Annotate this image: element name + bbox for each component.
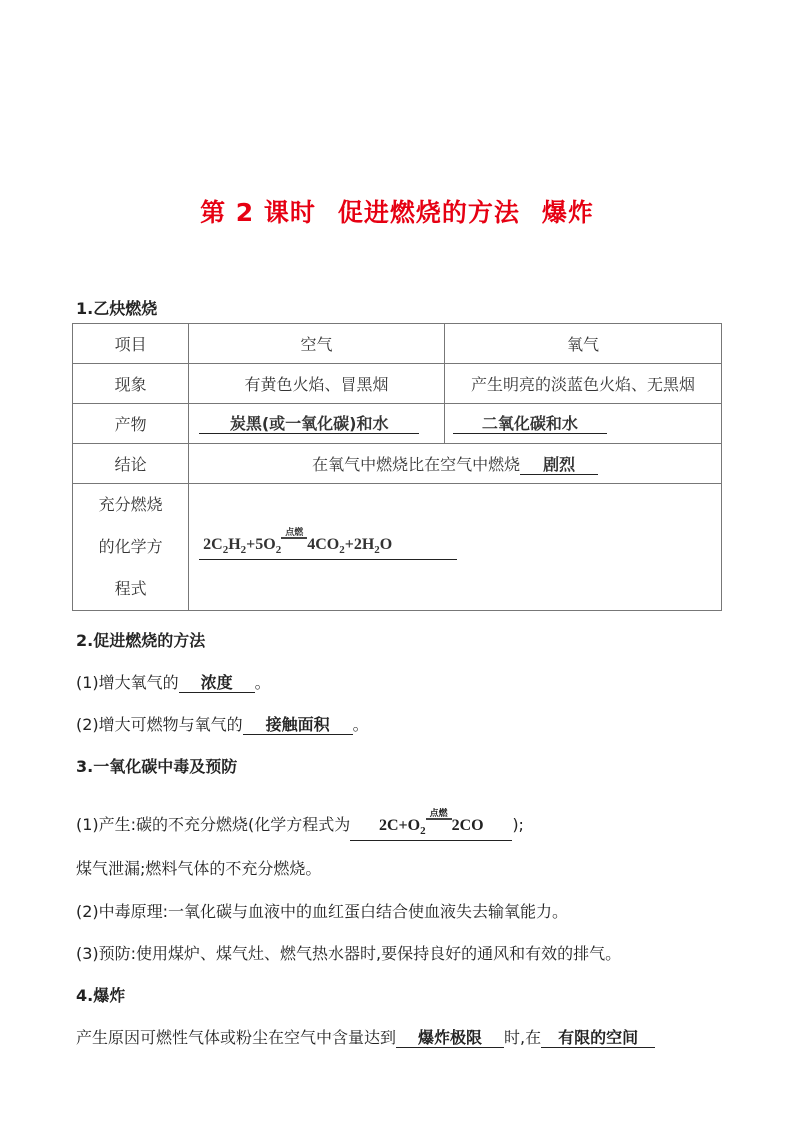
label-equation-line3: 程式 <box>114 579 147 598</box>
label-conclusion: 结论 <box>73 444 189 484</box>
section3-item1b: 煤气泄漏;燃料气体的不充分燃烧。 <box>76 859 322 878</box>
table-row-phenomenon <box>73 364 722 404</box>
section3-heading: 3.一氧化碳中毒及预防 <box>76 757 238 776</box>
title-lesson: 第 2 课时 <box>200 198 316 227</box>
phenomenon-oxygen: 产生明亮的淡蓝色火焰、无黑烟 <box>444 364 721 404</box>
explosion-text1: 产生原因可燃性气体或粉尘在空气中含量达到 <box>76 1028 397 1047</box>
item2-suffix: 。 <box>352 715 369 734</box>
co-ignition-label: 点燃 <box>429 808 448 819</box>
title-topic: 促进燃烧的方法 <box>337 198 520 227</box>
section2-heading: 2.促进燃烧的方法 <box>76 631 206 650</box>
equation-cell <box>189 484 722 611</box>
phenomenon-air: 有黄色火焰、冒黑烟 <box>189 364 445 404</box>
section3-item2: (2)中毒原理:一氧化碳与血液中的血红蛋白结合使血液失去输氧能力。 <box>76 902 569 921</box>
label-equation <box>73 484 189 611</box>
item1-prefix: (1)增大氧气的 <box>76 673 179 692</box>
acetylene-table <box>72 323 722 611</box>
conclusion-answer: 剧烈 <box>520 456 598 475</box>
label-equation-line2: 的化学方 <box>98 537 163 556</box>
section4-heading: 4.爆炸 <box>76 986 126 1005</box>
table-row-product <box>73 404 722 444</box>
item1-suffix: 。 <box>254 673 271 692</box>
explosion-limit-answer: 爆炸极限 <box>396 1029 504 1048</box>
ignition-condition <box>281 527 307 559</box>
section2-item2 <box>76 712 369 735</box>
section4-text <box>76 1025 655 1048</box>
item2-prefix: (2)增大可燃物与氧气的 <box>76 715 243 734</box>
concentration-answer: 浓度 <box>179 674 255 693</box>
label-phenomenon: 现象 <box>73 364 189 404</box>
table-row-equation <box>73 484 722 611</box>
ignition-label: 点燃 <box>285 527 304 538</box>
table-header-row <box>73 324 722 364</box>
conclusion-cell <box>189 444 722 484</box>
conclusion-text: 在氧气中燃烧比在空气中燃烧 <box>312 455 521 474</box>
product-air-cell <box>189 404 445 444</box>
co-equation: $2C+O_2$ 点燃 2CO <box>350 817 512 841</box>
label-equation-line1: 充分燃烧 <box>98 495 163 514</box>
co-item1-prefix: (1)产生:碳的不充分燃烧(化学方程式为 <box>76 815 351 834</box>
co-item1-suffix: ); <box>512 815 524 834</box>
label-product: 产物 <box>73 404 189 444</box>
limited-space-answer: 有限的空间 <box>541 1029 655 1048</box>
explosion-text2: 时,在 <box>504 1028 542 1047</box>
acetylene-equation: $2C_2H_2+5O_2$ 点燃 $4CO_2+2H_2O$ <box>199 536 457 560</box>
page-title <box>0 193 794 229</box>
co-condition-bar <box>426 818 452 820</box>
condition-bar <box>281 537 307 539</box>
title-subtopic: 爆炸 <box>541 198 594 227</box>
header-oxygen: 氧气 <box>444 324 721 364</box>
co-ignition-condition <box>426 808 452 840</box>
section3-item3: (3)预防:使用煤炉、煤气灶、燃气热水器时,要保持良好的通风和有效的排气。 <box>76 944 622 963</box>
header-air: 空气 <box>189 324 445 364</box>
product-oxygen-answer: 二氧化碳和水 <box>453 415 607 434</box>
table-row-conclusion <box>73 444 722 484</box>
product-oxygen-cell <box>444 404 721 444</box>
contact-area-answer: 接触面积 <box>243 716 353 735</box>
section1-heading: 1.乙炔燃烧 <box>76 299 158 318</box>
product-air-answer: 炭黑(或一氧化碳)和水 <box>199 415 419 434</box>
section3-item1 <box>76 808 524 841</box>
section2-item1 <box>76 670 271 693</box>
header-item: 项目 <box>73 324 189 364</box>
